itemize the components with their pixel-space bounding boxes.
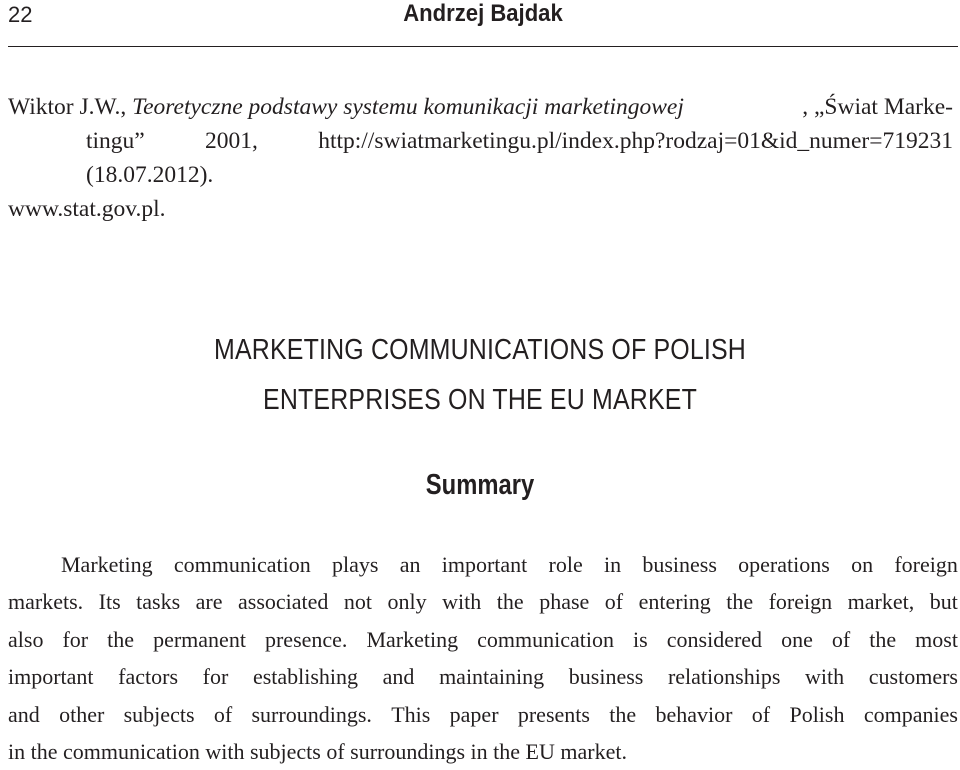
summary-word: the [726,589,754,615]
summary-word: other [59,701,105,727]
summary-word: foreign [894,552,958,577]
summary-body [8,546,958,770]
reference-entry [8,192,953,226]
summary-word: markets. [8,589,84,615]
summary-word: the [609,701,637,727]
summary-word: business [568,664,644,690]
article-title-line: MARKETING COMMUNICATIONS OF POLISH [214,334,746,366]
summary-word: presents [517,701,590,727]
summary-word: permanent [153,626,246,652]
bibliography [8,90,953,226]
reference-source-cont: tingu” [86,128,145,154]
reference-line [8,158,953,192]
summary-word: the [107,626,135,652]
summary-word: for [202,664,229,690]
summary-line: in the communication with subjects of surroundings in the EU market. [8,739,627,765]
summary-heading: Summary [425,469,535,501]
summary-word: the [869,626,897,652]
summary-word: foreign [768,589,833,615]
summary-word: plays [332,552,379,577]
summary-word: of [751,701,771,727]
reference-entry [8,90,953,192]
summary-line [8,546,958,583]
summary-word: relationships [667,664,781,690]
summary-word: but [929,589,958,615]
summary-line [8,658,958,695]
summary-word: the [496,589,524,615]
summary-word: market, [847,589,915,615]
summary-word: and [8,701,40,727]
summary-word: subjects [123,701,195,727]
reference-line [8,192,953,226]
summary-word: tasks [136,589,181,615]
summary-word: associated [238,589,329,615]
summary-word: also [8,626,44,652]
article-title-line: ENTERPRISES ON THE EU MARKET [263,384,697,416]
summary-word: and [382,664,415,690]
reference-year: 2001, [205,128,258,154]
summary-word: most [915,626,958,652]
summary-word: customers [868,664,958,690]
reference-author: Wiktor J.W., [8,94,133,120]
summary-word: one [781,626,813,652]
author-header: Andrzej Bajdak [403,0,563,27]
summary-word: only [387,589,427,615]
summary-word: not [343,589,373,615]
summary-word: important [8,664,94,690]
summary-word: operations [738,552,830,577]
summary-word: communication [173,552,311,577]
summary-word: Marketing [366,626,459,652]
reference-line [8,90,953,124]
summary-word: Marketing [61,552,153,577]
reference-title: Teoretyczne podstawy systemu komunikacji marketingowej [132,94,684,120]
summary-word: role [548,552,583,577]
summary-word: companies [863,701,958,727]
reference-access-date: (18.07.2012). [86,162,214,188]
summary-word: with [442,589,482,615]
summary-word: important [441,552,528,577]
summary-word: Polish [789,701,845,727]
summary-line [8,696,958,733]
article-title [67,325,893,425]
summary-word: with [805,664,845,690]
summary-word: are [195,589,223,615]
reference-url[interactable]: http://swiatmarketingu.pl/index.php?rodzaj=01&id_numer=719231 [318,128,953,154]
summary-word: factors [118,664,179,690]
summary-word: This [391,701,431,727]
reference-line [8,124,953,158]
summary-word: maintaining [439,664,545,690]
summary-word: phase [539,589,590,615]
summary-word: surroundings. [251,701,372,727]
summary-word: of [213,701,233,727]
summary-word: presence. [264,626,348,652]
summary-word: is [633,626,648,652]
summary-word: for [62,626,89,652]
summary-word: an [399,552,421,577]
reference-line-content [8,90,684,124]
summary-word: entering [638,589,711,615]
summary-line [8,621,958,658]
summary-word: in [603,552,622,577]
reference-url[interactable]: www.stat.gov.pl. [8,196,166,222]
summary-word: business [642,552,717,577]
summary-word: paper [449,701,499,727]
summary-word: behavior [655,701,733,727]
running-header [8,0,958,47]
summary-word: of [831,626,851,652]
summary-word: on [851,552,874,577]
summary-word: establishing [252,664,359,690]
reference-source: , „Świat Marke- [802,94,953,120]
summary-word: Its [98,589,121,615]
summary-word: considered [666,626,763,652]
summary-line [8,583,958,620]
page-number: 22 [8,2,33,27]
summary-word: of [604,589,624,615]
summary-word: communication [477,626,615,652]
